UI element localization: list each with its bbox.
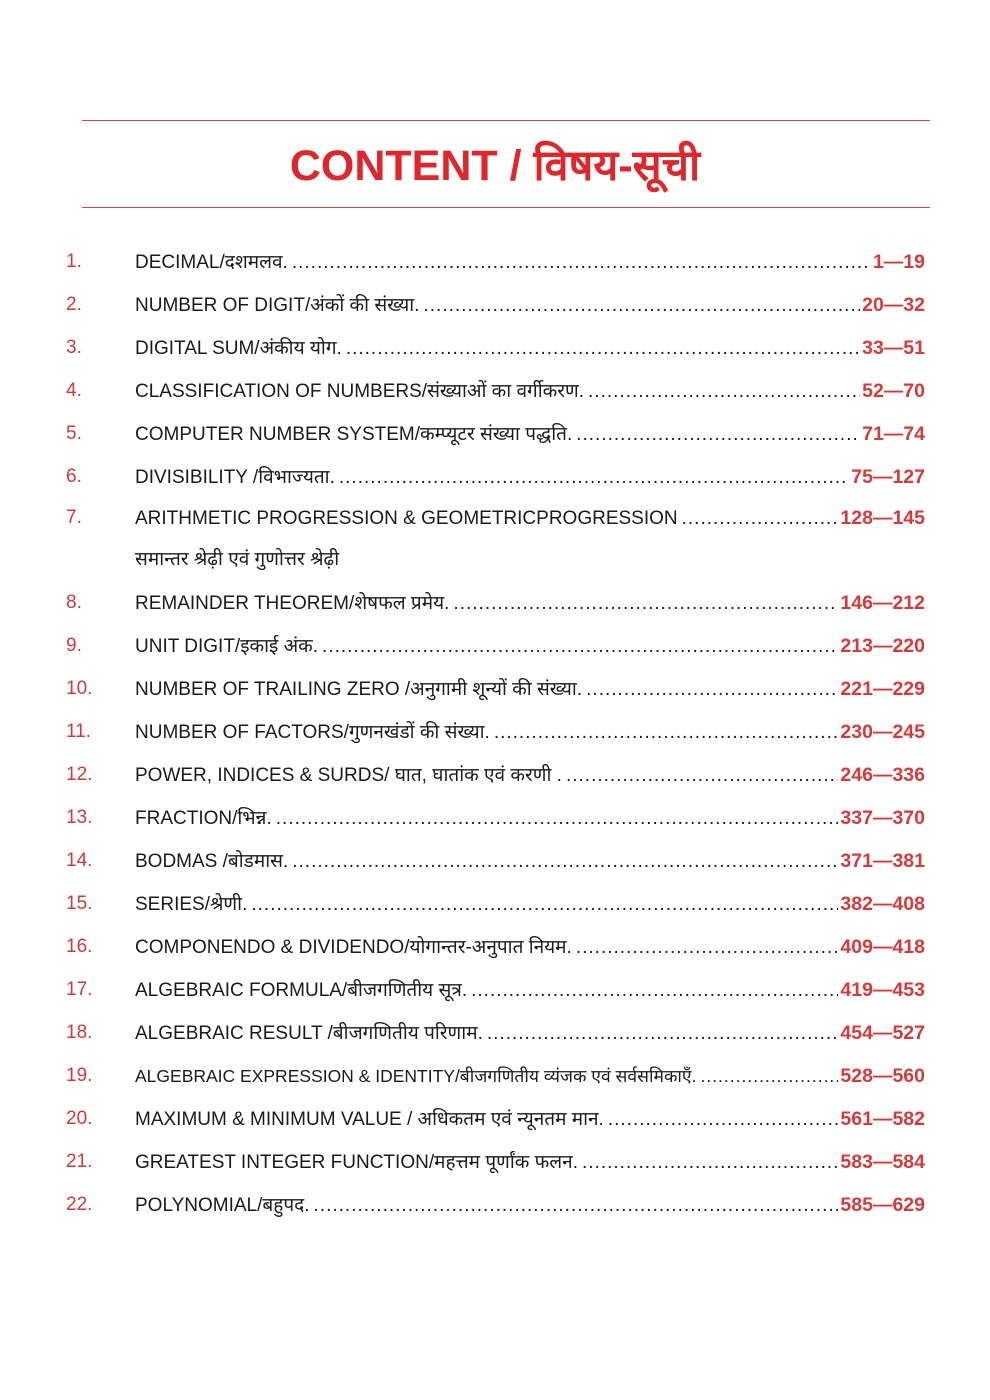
entry-title-continuation: समान्तर श्रेढ़ी एवं गुणोत्तर श्रेढ़ी <box>135 549 340 570</box>
dot-leader <box>292 847 838 877</box>
entry-pages: 20—32 <box>862 294 925 316</box>
toc-entry[interactable] <box>0 975 990 1005</box>
entry-title: DIVISIBILITY /विभाज्यता. <box>135 467 335 488</box>
dot-leader <box>582 1148 838 1178</box>
entry-number: 8. <box>66 592 82 613</box>
entry-number: 21. <box>66 1151 93 1172</box>
entry-pages: 52—70 <box>862 380 925 402</box>
toc-entry[interactable] <box>0 247 990 277</box>
toc-entry[interactable] <box>0 889 990 919</box>
entry-number: 13. <box>66 807 93 828</box>
entry-number: 15. <box>66 893 93 914</box>
entry-title: ALGEBRAIC EXPRESSION & IDENTITY/बीजगणितीय व्यंजक एवं सर्वसमिकाएँ. <box>135 1066 697 1086</box>
entry-pages: 382—408 <box>840 893 925 915</box>
entry-number: 12. <box>66 764 93 785</box>
entry-title: GREATEST INTEGER FUNCTION/महत्तम पूर्णांक फलन. <box>135 1152 578 1173</box>
entry-title: BODMAS /बोडमास. <box>135 851 289 872</box>
entry-title: SERIES/श्रेणी. <box>135 894 248 915</box>
entry-pages: 230—245 <box>840 721 925 743</box>
entry-title: ALGEBRAIC FORMULA/बीजगणितीय सूत्र. <box>135 980 468 1001</box>
entry-number: 3. <box>66 337 82 358</box>
entry-pages: 585—629 <box>840 1194 925 1216</box>
entry-number: 1. <box>66 251 82 272</box>
page-title: CONTENT / विषय-सूची <box>289 142 701 190</box>
entry-title: NUMBER OF TRAILING ZERO /अनुगामी शून्यों की संख्या. <box>135 679 583 700</box>
entry-title: NUMBER OF FACTORS/गुणनखंडों की संख्या. <box>135 722 490 743</box>
toc-entry[interactable] <box>0 1190 990 1220</box>
entry-pages: 71—74 <box>862 423 925 445</box>
entry-pages: 371—381 <box>840 850 925 872</box>
toc-entry[interactable] <box>0 588 990 618</box>
entry-pages: 337—370 <box>840 807 925 829</box>
entry-number: 6. <box>66 466 82 487</box>
entry-title: NUMBER OF DIGIT/अंकों की संख्या. <box>135 295 420 316</box>
entry-number: 11. <box>66 721 92 742</box>
dot-leader <box>339 463 849 493</box>
dot-leader <box>314 1191 839 1221</box>
entry-title: DIGITAL SUM/अंकीय योग. <box>135 338 342 359</box>
dot-leader <box>576 933 839 963</box>
dot-leader <box>494 718 839 748</box>
toc-entry[interactable] <box>0 846 990 876</box>
entry-title: MAXIMUM & MINIMUM VALUE / अधिकतम एवं न्यूनतम मान. <box>135 1109 604 1130</box>
entry-title: ARITHMETIC PROGRESSION & GEOMETRICPROGRESSION <box>135 508 678 529</box>
dot-leader <box>471 976 838 1006</box>
toc-entry[interactable] <box>0 503 990 533</box>
dot-leader <box>276 804 839 834</box>
dot-leader <box>251 890 838 920</box>
entry-number: 2. <box>66 294 82 315</box>
toc-entry[interactable] <box>0 1061 990 1091</box>
entry-title: UNIT DIGIT/इकाई अंक. <box>135 636 319 657</box>
toc-entry[interactable] <box>0 419 990 449</box>
entry-pages: 146—212 <box>840 592 925 614</box>
entry-number: 4. <box>66 380 82 401</box>
entry-title: REMAINDER THEOREM/शेषफल प्रमेय. <box>135 593 450 614</box>
dot-leader <box>322 632 838 662</box>
entry-number: 10. <box>66 678 93 699</box>
entry-number: 22. <box>66 1194 93 1215</box>
toc-entry[interactable] <box>0 1104 990 1134</box>
entry-pages: 454—527 <box>840 1022 925 1044</box>
toc-entry[interactable] <box>0 333 990 363</box>
dot-leader <box>487 1019 839 1049</box>
toc-entry[interactable] <box>0 717 990 747</box>
dot-leader <box>588 377 860 407</box>
dot-leader <box>682 504 839 534</box>
toc-entry[interactable] <box>0 631 990 661</box>
dot-leader <box>346 334 860 364</box>
entry-number: 19. <box>66 1065 93 1086</box>
dot-leader <box>292 248 871 278</box>
entry-title: COMPUTER NUMBER SYSTEM/कम्प्यूटर संख्या पद्धति. <box>135 424 573 445</box>
entry-pages: 561—582 <box>840 1108 925 1130</box>
dot-leader <box>586 675 838 705</box>
toc-entry[interactable] <box>0 932 990 962</box>
entry-pages: 246—336 <box>840 764 925 786</box>
entry-pages: 213—220 <box>840 635 925 657</box>
dot-leader <box>576 420 860 450</box>
toc-entry[interactable] <box>0 1018 990 1048</box>
entry-pages: 583—584 <box>840 1151 925 1173</box>
entry-number: 18. <box>66 1022 93 1043</box>
entry-pages: 75—127 <box>851 466 925 488</box>
entry-title: POWER, INDICES & SURDS/ घात, घातांक एवं करणी . <box>135 765 562 786</box>
dot-leader <box>566 761 838 791</box>
entry-pages: 1—19 <box>872 251 925 273</box>
entry-pages: 409—418 <box>840 936 925 958</box>
entry-number: 7. <box>66 507 82 528</box>
dot-leader <box>424 291 861 321</box>
entry-number: 14. <box>66 850 93 871</box>
dot-leader <box>608 1105 839 1135</box>
toc-entry[interactable] <box>0 803 990 833</box>
entry-number: 16. <box>66 936 93 957</box>
entry-title: CLASSIFICATION OF NUMBERS/संख्याओं का वर्गीकरण. <box>135 381 585 402</box>
toc-entry[interactable] <box>0 674 990 704</box>
entry-title: COMPONENDO & DIVIDENDO/योगान्तर-अनुपात नियम. <box>135 937 572 958</box>
toc-entry[interactable] <box>0 1147 990 1177</box>
entry-pages: 128—145 <box>840 507 925 529</box>
dot-leader <box>700 1061 838 1091</box>
entry-pages: 33—51 <box>862 337 925 359</box>
entry-number: 20. <box>66 1108 93 1129</box>
entry-number: 9. <box>66 635 82 656</box>
entry-title: POLYNOMIAL/बहुपद. <box>135 1195 310 1216</box>
entry-title: DECIMAL/दशमलव. <box>135 252 288 273</box>
entry-title: FRACTION/भिन्न. <box>135 808 272 829</box>
toc-entry[interactable] <box>0 290 990 320</box>
entry-number: 17. <box>66 979 93 1000</box>
entry-number: 5. <box>66 423 82 444</box>
entry-pages: 419—453 <box>840 979 925 1001</box>
toc-entry[interactable] <box>0 760 990 790</box>
toc-entry[interactable] <box>0 376 990 406</box>
entry-pages: 221—229 <box>840 678 925 700</box>
entry-pages: 528—560 <box>840 1065 925 1087</box>
toc-entry[interactable] <box>0 462 990 492</box>
entry-title: ALGEBRAIC RESULT /बीजगणितीय परिणाम. <box>135 1023 483 1044</box>
dot-leader <box>453 589 838 619</box>
